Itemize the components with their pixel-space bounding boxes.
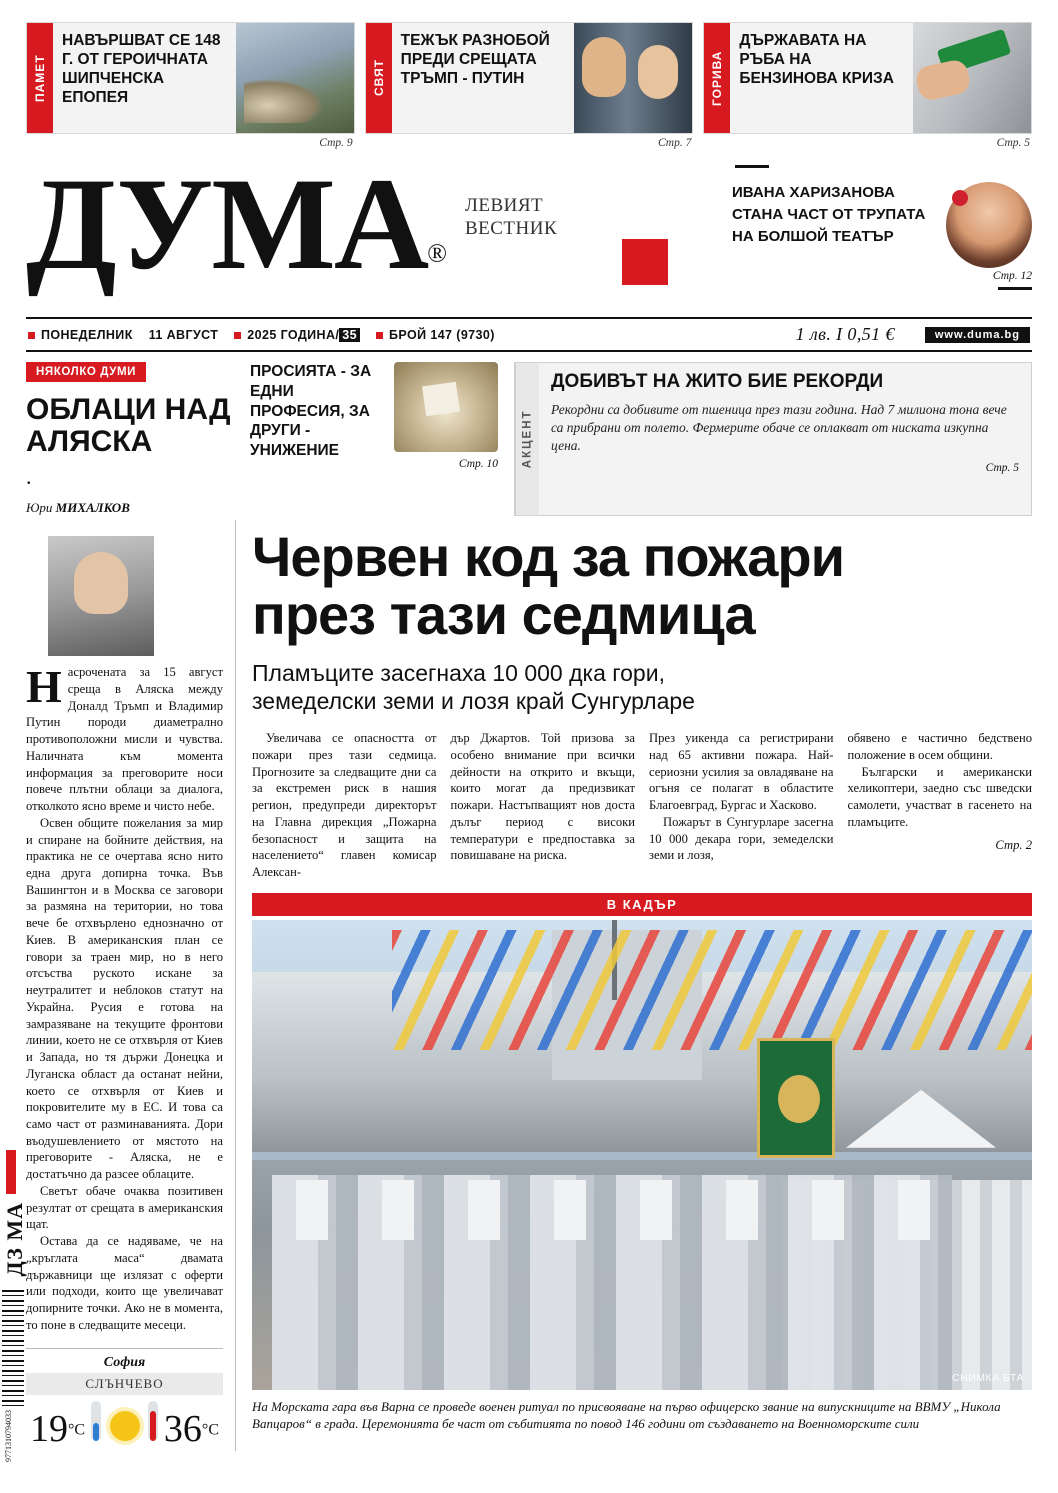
military-banner-shape xyxy=(757,1038,835,1158)
weather-high-value: 36 xyxy=(163,1407,202,1450)
lead-paragraph: През уикенда са регистрирани над 65 активни пожара. Най-сериозни усилия за овладяване на огъня се полагат в областите Благоевград, Бургас и Хасково. xyxy=(649,731,834,813)
side-strip-text: ДЗ МА xyxy=(2,1202,27,1277)
photo-section-bar: В КАДЪР xyxy=(252,893,1032,916)
teaser-page-refs xyxy=(26,134,1032,149)
lead-paragraph: обявено е частично бедствено положение в осем общини. xyxy=(847,731,1032,762)
opinion-author-last: МИХАЛКОВ xyxy=(55,500,130,516)
top-teaser-strip xyxy=(26,0,1032,134)
lead-story xyxy=(252,520,1032,1450)
masthead-subtitle-line2: ВЕСТНИК xyxy=(464,217,558,239)
lead-paragraph: Български и американски хеликоптери, заедно със шведски самолети, участват в гасенето на пламъците. xyxy=(847,764,1032,829)
teaser-tag-label: ГОРИВА xyxy=(704,23,730,133)
promo-page-ref: Стр. 12 xyxy=(992,270,1032,282)
weather-high xyxy=(146,1401,219,1451)
opinion-author xyxy=(26,500,236,516)
navy-ceremony-photo xyxy=(252,920,1032,1390)
lead-paragraph: Пожарът в Сунгурларе засегна 10 000 декара гори, земеделски земи и лозя, xyxy=(649,814,834,863)
issue-date: 11 АВГУСТ xyxy=(148,327,219,342)
website-url[interactable]: www.duma.bg xyxy=(925,327,1030,343)
teaser-page-ref: Стр. 5 xyxy=(996,137,1031,149)
teaser-headline: ПРОСИЯТА - ЗА ЕДНИ ПРОФЕСИЯ, ЗА ДРУГИ - УНИЖЕНИЕ xyxy=(250,363,372,460)
opinion-paragraph: Освен общите пожелания за мир и спиране на бойните действия, на практика не се очертава ясно нито една друга допирна точка. Във Вашингтон и в Москва се заговори за размяна на територии, но това вече бе отхвърлено еднозначно от Киев. В американския план се говори за траен мир, но в него отсъства руското искане за неутралитет и неблоков статут на Украйна. Русия е готова на замразяване на текущите фронтови линии, което не се отхвърля от Киев и Запада, но тя държи Донецка и Луганска област да останат нейни, което се отхвърля от Киев и покровителите му в ЕС. И това са само част от разминаванията. Дори въодушевлението от мястото на преговорите - Аляска, не е достатъчно да разсее облаците. xyxy=(26,815,223,1182)
issue-weekday xyxy=(28,328,133,342)
shipka-battle-image xyxy=(236,23,354,133)
masthead-subtitle xyxy=(465,195,557,241)
opinion-title-text: ОБЛАЦИ НАД АЛЯСКА xyxy=(26,393,231,459)
lead-paragraph: дър Джартов. Той призова за особено внимание при всички дейности на открито и вкъщи, които могат да предизвикат пожари. Настъпващият нов доста дълъг период с високи температури е предпоставка за повишаване на риска. xyxy=(450,731,635,863)
secondary-band xyxy=(26,362,1032,516)
lead-page-ref: Стр. 2 xyxy=(995,837,1032,852)
accent-title: ДОБИВЪТ НА ЖИТО БИЕ РЕКОРДИ xyxy=(551,371,884,392)
opinion-tag: НЯКОЛКО ДУМИ xyxy=(26,362,146,382)
ivana-harizanova-portrait xyxy=(946,182,1032,268)
masthead-promo-block[interactable] xyxy=(732,165,1032,290)
weather-unit: °C xyxy=(68,1421,86,1439)
lead-subheadline-line2: земеделски земи и лозя край Сунгурларе xyxy=(252,688,695,715)
main-area xyxy=(26,520,1032,1450)
lead-headline-line2: през тази седмица xyxy=(252,583,755,647)
barcode-icon xyxy=(2,1290,24,1410)
teaser-memory[interactable] xyxy=(26,22,355,134)
weather-low-value: 19 xyxy=(30,1407,68,1450)
teaser-fuel[interactable] xyxy=(703,22,1032,134)
opinion-body xyxy=(26,661,223,1333)
teaser-tag-label: СВЯТ xyxy=(366,23,392,133)
newspaper-logo: ДУМА xyxy=(26,150,428,297)
bullet-icon xyxy=(376,332,383,339)
teaser-world[interactable] xyxy=(365,22,694,134)
issue-year-number: 35 xyxy=(339,328,360,342)
side-strip xyxy=(0,1150,26,1480)
fuel-pump-image xyxy=(913,23,1031,133)
photo-caption: На Морската гара във Варна се проведе военен ритуал по присвояване на първо офицерско звание на випускниците на ВВМУ „Никола Вапцаров“ в града. Церемонията бе част от събитията по повод 146 години от създаването на Военноморските сили xyxy=(252,1398,1001,1432)
teaser-tag-label: ПАМЕТ xyxy=(27,23,53,133)
thermometer-hot-icon xyxy=(148,1401,158,1441)
teaser-page-ref: Стр. 7 xyxy=(657,137,692,149)
teaser-page-ref: Стр. 10 xyxy=(458,458,498,470)
lead-headline-line1: Червен код за пожари xyxy=(252,525,845,589)
logo-red-square xyxy=(622,239,668,285)
weather-widget[interactable] xyxy=(26,1348,223,1451)
promo-headline: ИВАНА ХАРИЗАНОВА СТАНА ЧАСТ ОТ ТРУПАТА НА БОЛШОЙ ТЕАТЪР xyxy=(732,184,926,245)
logo-wrap[interactable] xyxy=(26,150,447,297)
issue-info-bar xyxy=(26,317,1032,352)
opinion-column-header xyxy=(26,362,236,516)
lead-column-2 xyxy=(451,730,636,881)
opinion-paragraph: Остава да се надяваме, че на „кръглата маса“ двамата държавници ще излязат с оферти или подходи, които ще увеличават допирните точки. Ако не в момента, то поне в следващите месеци. xyxy=(26,1234,223,1332)
issue-weekday-label: ПОНЕДЕЛНИК xyxy=(41,327,133,342)
divider-rule-bottom xyxy=(998,287,1032,290)
divider-rule-top xyxy=(735,165,769,168)
barcode-number: 9771310794033 xyxy=(4,1410,13,1463)
lead-column-4 xyxy=(848,730,1033,881)
bullet-icon xyxy=(234,332,241,339)
begging-hat-coins-image xyxy=(394,362,498,452)
opinion-rail xyxy=(26,520,236,1450)
sun-icon xyxy=(110,1411,140,1441)
opinion-dot: . xyxy=(26,464,32,490)
opinion-paragraph: Насрочената за 15 август среща в Аляска между Доналд Тръмп и Владимир Путин породи диаметрално противоположни мисли и чувства. Наличната към момента информация за преговорите носи повече плътни облаци за диалога, отколкото ясно време и чисто небе. xyxy=(26,661,223,814)
bullet-icon xyxy=(28,332,35,339)
weather-condition: СЛЪНЧЕВО xyxy=(26,1373,223,1395)
teaser-headline: ДЪРЖАВАТА НА РЪБА НА БЕНЗИНОВА КРИЗА xyxy=(739,32,894,87)
registered-trademark-icon: ® xyxy=(427,238,447,268)
trump-putin-image xyxy=(574,23,692,133)
issue-year-label: 2025 ГОДИНА/ xyxy=(247,327,340,342)
photo-credit: СНИМКА БТА xyxy=(952,1371,1024,1384)
accent-box[interactable] xyxy=(514,362,1032,516)
sailor-caps-shape xyxy=(280,1180,940,1240)
issue-number-label: БРОЙ 147 (9730) xyxy=(389,327,495,342)
lead-headline xyxy=(252,525,1032,647)
side-red-marker xyxy=(6,1150,16,1194)
opinion-paragraph: Светът обаче очаква позитивен резултат от срещата в американския щат. xyxy=(26,1183,223,1232)
lead-body-columns xyxy=(252,730,1032,881)
lead-subheadline xyxy=(252,659,1032,717)
thermometer-cold-icon xyxy=(91,1401,101,1441)
issue-year xyxy=(234,328,360,342)
accent-text: Рекордни са добивите от пшеница през тази година. Над 7 милиона тона вече са прибрани от полето. Фермерите обаче се оплакват от ниската изкупна цена. xyxy=(551,402,1007,454)
opinion-author-first: Юри xyxy=(26,500,56,516)
masthead xyxy=(26,150,1032,311)
weather-unit: °C xyxy=(201,1421,219,1439)
opinion-title xyxy=(26,394,236,458)
weather-low xyxy=(30,1401,103,1451)
weather-city: София xyxy=(103,1354,146,1370)
accent-tag-label: АКЦЕНТ xyxy=(515,363,539,515)
issue-number xyxy=(376,328,495,342)
teaser-headline: НАВЪРШВАТ СЕ 148 Г. ОТ ГЕРОИЧНАТА ШИПЧЕНСКА ЕПОПЕЯ xyxy=(62,32,221,106)
author-portrait xyxy=(48,536,154,656)
teaser-begging[interactable] xyxy=(250,362,500,516)
lead-column-3 xyxy=(649,730,834,881)
lead-column-1 xyxy=(252,730,437,881)
teaser-headline: ТЕЖЪК РАЗНОБОЙ ПРЕДИ СРЕЩАТА ТРЪМП - ПУТИН xyxy=(400,32,550,87)
lead-subheadline-line1: Пламъците засегнаха 10 000 дка гори, xyxy=(252,659,665,686)
teaser-page-ref: Стр. 9 xyxy=(319,137,353,149)
issue-price: 1 лв. I 0,51 € xyxy=(795,324,895,344)
accent-page-ref: Стр. 5 xyxy=(985,461,1019,474)
signal-flags-shape xyxy=(392,930,1032,1050)
masthead-subtitle-line1: ЛЕВИЯТ xyxy=(464,195,544,216)
lead-paragraph: Увеличава се опасността от пожари през тази седмица. Прогнозите за следващите дни са за екстремен риск в нашия регион, предупреди директорът на Главна дирекция „Пожарна безопасност и защита на населението“ главен комисар Алексан- xyxy=(252,731,437,880)
